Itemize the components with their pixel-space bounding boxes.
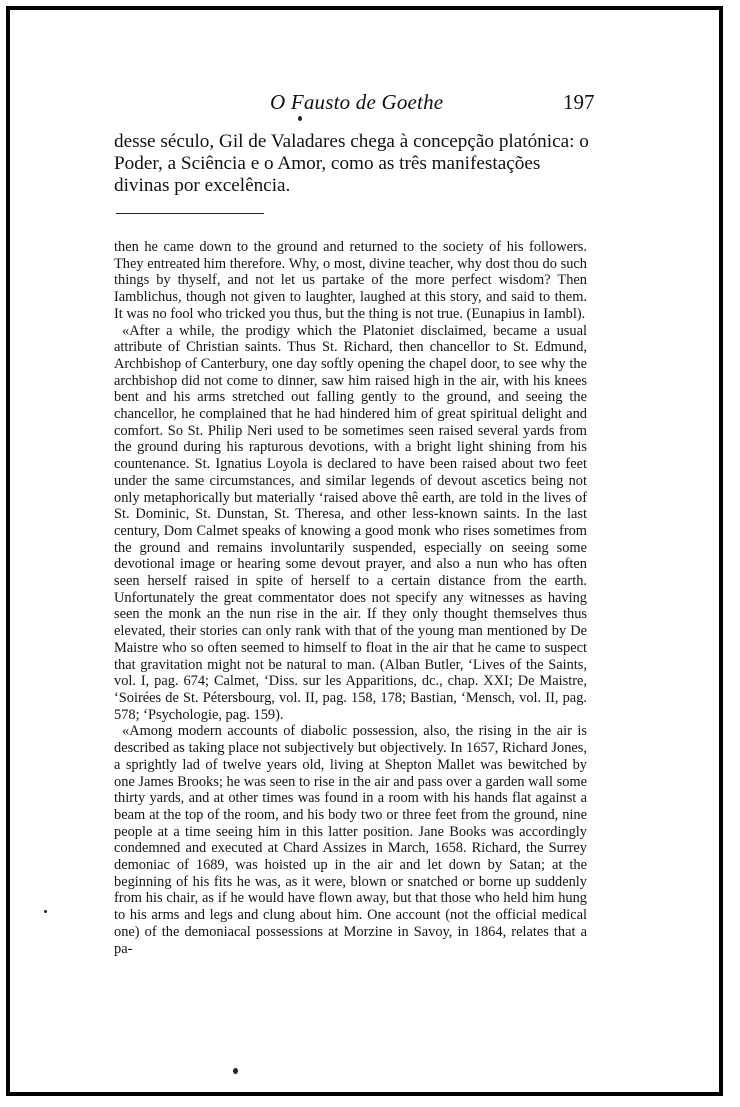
main-paragraph: desse século, Gil de Valadares chega à concepção platónica: o Poder, a Sciência e o Amor, como as três manifestações divinas por excelência. bbox=[114, 131, 589, 196]
running-head bbox=[0, 86, 740, 118]
page-number: 197 bbox=[563, 90, 595, 114]
ink-speck bbox=[44, 910, 47, 913]
footnote-body bbox=[114, 239, 587, 957]
ink-speck bbox=[233, 1068, 238, 1074]
ink-speck bbox=[298, 116, 302, 121]
footnote-paragraph: then he came down to the ground and returned to the society of his followers. They entreated him therefore. Why, o most, divine teacher, why dost thou do such things by thyself, and not let us partake of the more perfect wisdom? Then Iamblichus, though not given to laughter, laughed at this story, and said to them. It was no fool who tricked you thus, but the thing is not true. (Eunapius in Iambl). bbox=[114, 239, 587, 322]
footnote-divider bbox=[116, 213, 264, 214]
running-title: O Fausto de Goethe bbox=[270, 90, 444, 114]
footnote-paragraph: «Among modern accounts of diabolic possession, also, the rising in the air is described as taking place not subjectively but objectively. In 1657, Richard Jones, a sprightly lad of twelve years old, living at Shepton Mallet was bewitched by one James Brooks; he was seen to rise in the air and pass over a garden wall some thirty yards, and at other times was found in a room with his hands flat against a beam at the top of the room, and his body two or three feet from the ground, nine people at a time seeing him in this latter position. Jane Books was accordingly condemned and executed at Chard Assizes in March, 1658. Richard, the Surrey demoniac of 1689, was hoisted up in the air and let down by Satan; at the beginning of his fits he was, as it were, blown or snatched or borne up suddenly from his chair, as if he would have flown away, but that those who held him hung to his arms and legs and clung about him. One account (not the official medical one) of the demoniacal possessions at Morzine in Savoy, in 1864, relates that a pa- bbox=[114, 723, 587, 957]
footnote-paragraph: «After a while, the prodigy which the Platoniet disclaimed, became a usual attribute of Christian saints. Thus St. Richard, then chancellor to St. Edmund, Archbishop of Canterbury, one day softly opening the chapel door, to see why the archbishop did not come to dinner, saw him raised high in the air, with his knees bent and his arms stretched out falling gently to the ground, and seeing the chancellor, he complained that he had hindered him of great spiritual delight and comfort. So St. Philip Neri used to be sometimes seen raised several yards from the ground during his rapturous devotions, with a bright light shining from his countenance. St. Ignatius Loyola is declared to have been raised about two feet under the same circumstances, and similar legends of devout ascetics being not only metaphorically but materially ‘raised above thê earth, are told in the lives of St. Dominic, St. Dunstan, St. Theresa, and other less-known saints. In the last century, Dom Calmet speaks of knowing a good monk who rises sometimes from the ground and remains involuntarily suspended, especially on seeing some devotional image or hearing some devout prayer, and also a nun who has often seen herself raised in spite of herself to a certain distance from the earth. Unfortunately the great commentator does not specify any witnesses as having seen the monk an the nun rise in the air. If they only thought themselves thus elevated, their stories can only rank with that of the young man mentioned by De Maistre who so often seemed to himself to float in the air that he came to suspect that gravitation might not be natural to man. (Alban Butler, ‘Lives of the Saints, vol. I, pag. 674; Calmet, ‘Diss. sur les Apparitions, dc., chap. XXI; De Maistre, ‘Soirées de St. Pétersbourg, vol. II, pag. 158, 178; Bastian, ‘Mensch, vol. II, pag. 578; ‘Psychologie, pag. 159). bbox=[114, 322, 587, 723]
